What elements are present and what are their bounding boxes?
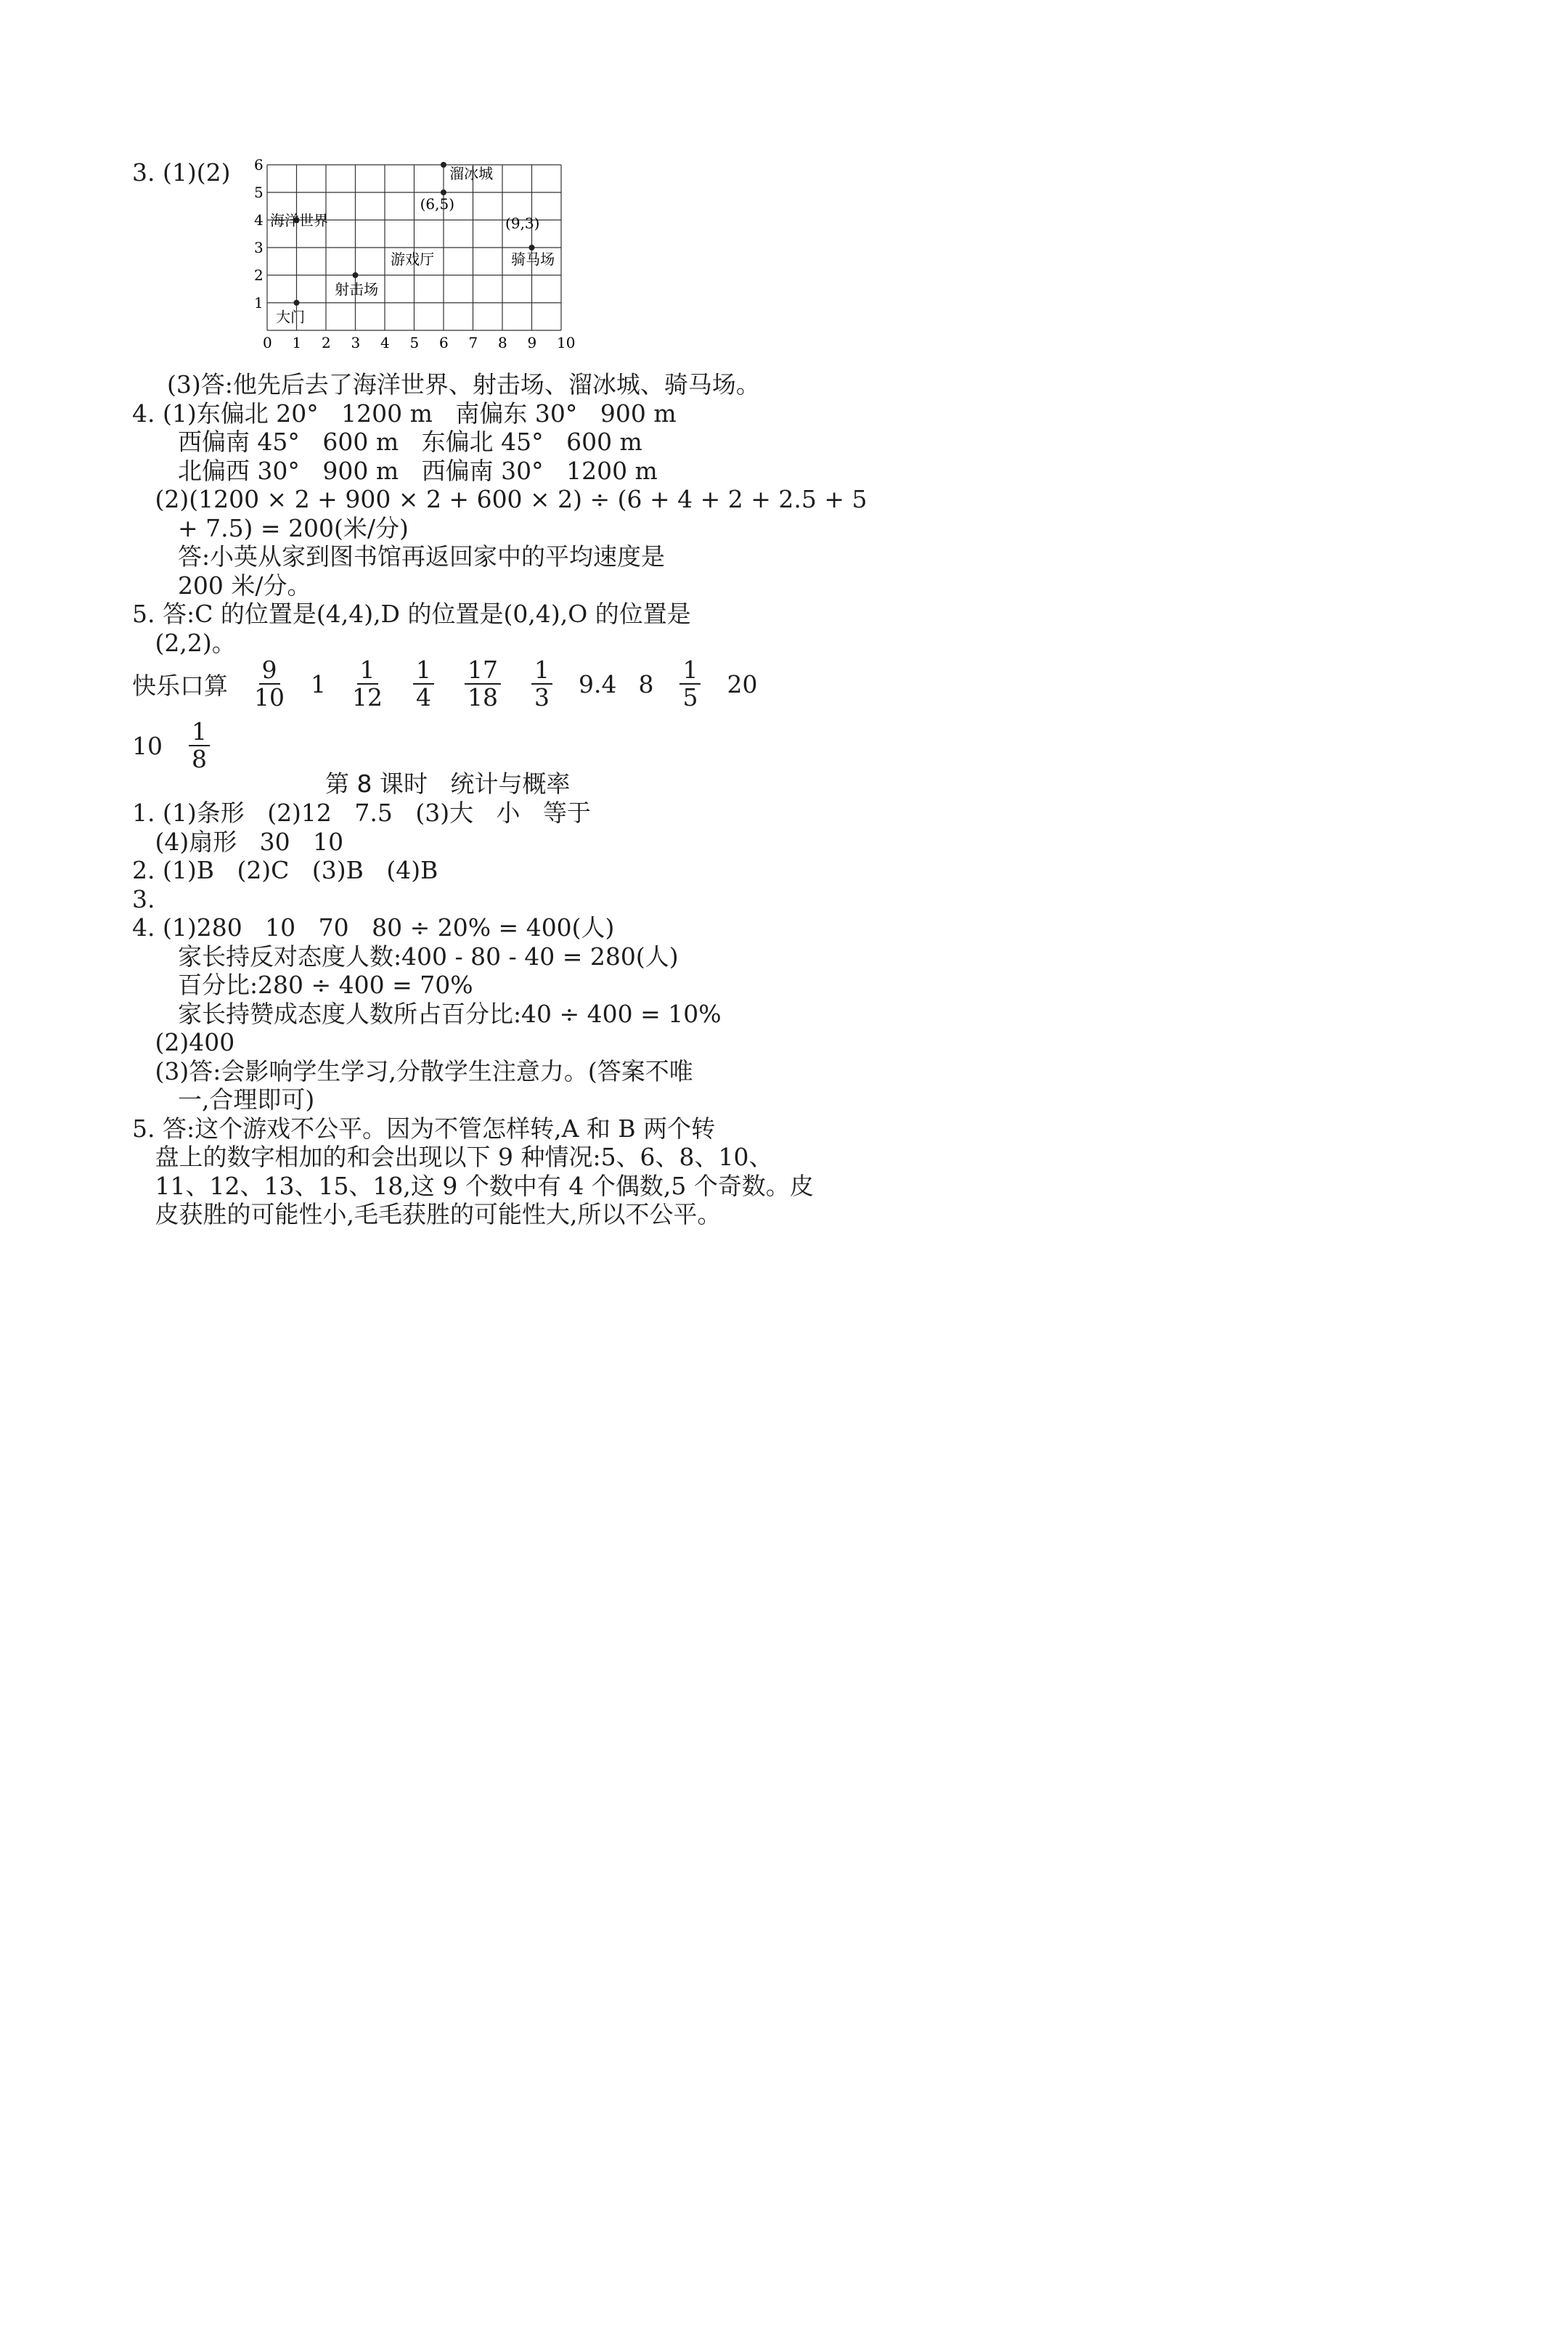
place-label: 游戏厅 — [391, 250, 435, 268]
numerator: 17 — [465, 657, 501, 685]
denominator: 12 — [352, 683, 383, 711]
y-tick: 4 — [254, 211, 264, 229]
answer-line: + 7.5) = 200(米/分) — [132, 513, 409, 542]
x-tick: 6 — [439, 334, 449, 351]
place-label: (9,3) — [505, 214, 540, 232]
fraction — [413, 657, 434, 711]
denominator: 3 — [534, 683, 550, 711]
x-tick: 4 — [380, 334, 390, 351]
place-label: (6,5) — [420, 195, 455, 213]
place-label: 海洋世界 — [270, 211, 329, 229]
lesson8-line: 1. (1)条形 (2)12 7.5 (3)大 小 等于 — [132, 799, 592, 827]
x-tick: 3 — [351, 334, 361, 351]
denominator: 10 — [254, 683, 285, 711]
coordinate-grid — [247, 156, 581, 367]
denominator: 5 — [682, 683, 698, 711]
numerator: 1 — [357, 657, 378, 685]
y-tick: 2 — [254, 266, 264, 284]
quick-label: 快乐口算 — [132, 671, 228, 700]
numerator: 9 — [259, 657, 280, 685]
fraction — [254, 657, 285, 711]
numerator: 1 — [413, 657, 434, 685]
quick-value: 9.4 — [579, 669, 617, 698]
fraction — [465, 657, 501, 711]
y-tick: 5 — [254, 184, 264, 201]
lesson8-line: 3. — [132, 884, 155, 913]
lesson8-line: 一,合理即可) — [132, 1085, 315, 1114]
lesson8-line: 家长持反对态度人数:400 - 80 - 40 = 280(人) — [132, 942, 679, 971]
y-tick: 6 — [254, 156, 264, 174]
lesson8-line: 2. (1)B (2)C (3)B (4)B — [132, 856, 438, 884]
place-label: 大门 — [276, 308, 306, 326]
grid-point — [441, 189, 446, 195]
fraction — [189, 719, 210, 772]
answer-line: 4. (1)东偏北 20° 1200 m 南偏东 30° 900 m — [132, 399, 677, 428]
lesson8-line: 家长持赞成态度人数所占百分比:40 ÷ 400 = 10% — [132, 999, 722, 1028]
x-tick: 7 — [468, 334, 478, 351]
answer-line: 西偏南 45° 600 m 东偏北 45° 600 m — [132, 428, 642, 456]
denominator: 4 — [416, 683, 431, 711]
quick-value: 1 — [311, 669, 326, 698]
lesson8-line: (4)扇形 30 10 — [132, 827, 344, 856]
answer-line: 5. 答:C 的位置是(4,4),D 的位置是(0,4),O 的位置是 — [132, 600, 691, 628]
denominator: 18 — [467, 683, 498, 711]
x-tick: 1 — [292, 334, 302, 351]
fraction — [352, 657, 383, 711]
place-label: 溜冰城 — [449, 165, 494, 182]
grid-point — [294, 300, 300, 306]
y-tick: 3 — [254, 239, 264, 256]
fraction — [679, 657, 701, 711]
x-tick: 0 — [263, 334, 272, 351]
quick-value: 8 — [638, 669, 654, 698]
lesson8-line: 5. 答:这个游戏不公平。因为不管怎样转,A 和 B 两个转 — [132, 1114, 716, 1143]
lesson8-line: 盘上的数字相加的和会出现以下 9 种情况:5、6、8、10、 — [132, 1143, 773, 1171]
lesson8-line: 皮获胜的可能性小,毛毛获胜的可能性大,所以不公平。 — [132, 1200, 722, 1228]
place-label: 射击场 — [335, 280, 379, 298]
x-tick: 2 — [322, 334, 331, 351]
grid-point — [441, 162, 446, 168]
answer-line: 200 米/分。 — [132, 571, 311, 600]
numerator: 1 — [531, 657, 552, 685]
grid-point — [529, 245, 535, 250]
lesson8-line: 百分比:280 ÷ 400 = 70% — [132, 971, 473, 999]
quick-value: 20 — [727, 669, 758, 698]
quick-value: 10 — [132, 731, 163, 760]
lesson8-line: (3)答:会影响学生学习,分散学生注意力。(答案不唯 — [132, 1056, 693, 1085]
x-tick: 8 — [498, 334, 507, 351]
quick-calc-1-row2 — [132, 719, 214, 772]
x-tick: 5 — [409, 334, 420, 351]
fraction — [531, 657, 552, 711]
lesson8-line: 11、12、13、15、18,这 9 个数中有 4 个偶数,5 个奇数。皮 — [132, 1171, 814, 1200]
numerator: 1 — [679, 657, 701, 685]
x-tick: 9 — [527, 334, 537, 351]
numerator: 1 — [189, 719, 210, 746]
answer-line: (2,2)。 — [132, 628, 236, 657]
lesson8-title: 第 8 课时 统计与概率 — [325, 770, 571, 798]
y-tick: 1 — [254, 294, 264, 311]
question-3-prefix: 3. (1)(2) — [132, 158, 231, 187]
answer-line: 答:小英从家到图书馆再返回家中的平均速度是 — [132, 542, 666, 571]
place-label: 骑马场 — [511, 250, 555, 268]
answer-line: (3)答:他先后去了海洋世界、射击场、溜冰城、骑马场。 — [167, 370, 760, 399]
x-tick: 10 — [557, 334, 576, 351]
lesson8-line: (2)400 — [132, 1028, 235, 1056]
denominator: 8 — [192, 745, 207, 773]
answer-line: 北偏西 30° 900 m 西偏南 30° 1200 m — [132, 456, 658, 485]
lesson8-line: 4. (1)280 10 70 80 ÷ 20% = 400(人) — [132, 913, 615, 942]
answer-line: (2)(1200 × 2 + 900 × 2 + 600 × 2) ÷ (6 + 4 + 2 + 2.5 + 5 — [132, 485, 867, 513]
grid-point — [353, 272, 359, 278]
quick-calc-1 — [132, 657, 757, 711]
